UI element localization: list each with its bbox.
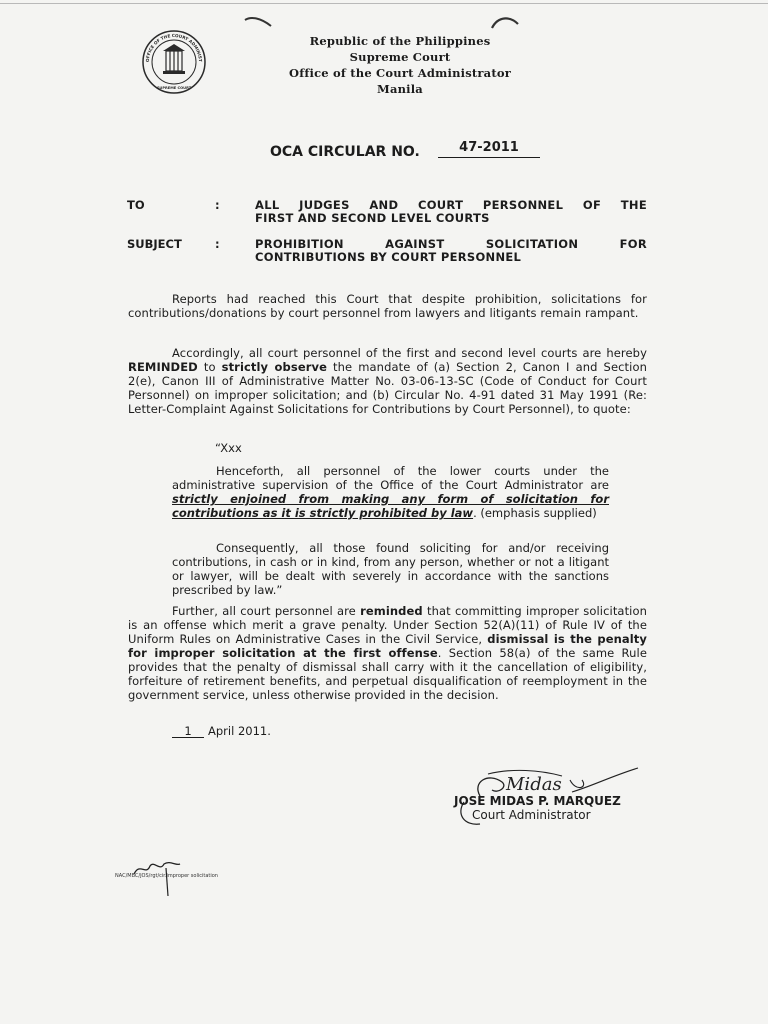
subject-colon: : (215, 237, 220, 251)
reference-initials: NAC/MBC/JOS/rgt/cir.improper solicitation (115, 873, 218, 879)
date-line (172, 724, 271, 738)
initials-mark (128, 858, 188, 900)
letterhead-line-court: Supreme Court (349, 50, 451, 64)
to-value (255, 199, 647, 225)
svg-text:SUPREME COURT: SUPREME COURT (156, 86, 192, 90)
date-month-year: April 2011. (208, 724, 271, 738)
subject-label: SUBJECT (127, 237, 182, 251)
letterhead (218, 33, 582, 97)
letterhead-line-republic: Republic of the Philippines (309, 34, 491, 48)
subject-value-line-2: CONTRIBUTIONS BY COURT PERSONNEL (255, 250, 522, 264)
circular-label: OCA CIRCULAR NO. (270, 144, 420, 160)
letterhead-line-office: Office of the Court Administrator (289, 66, 511, 80)
top-border-line (0, 3, 768, 4)
signatory-name: JOSE MIDAS P. MARQUEZ (454, 794, 621, 808)
to-value-line-2: FIRST AND SECOND LEVEL COURTS (255, 211, 490, 225)
quote-opening: “Xxx (215, 441, 242, 455)
signatory-title: Court Administrator (472, 808, 591, 822)
quote-paragraph-consequently: Consequently, all those found soliciting for and/or receiving contributions, in cash or in kind, from any person, whether or not a litigant or lawyer, will be dealt with severely in accordance with the sanctions prescribed by law.” (172, 541, 609, 597)
to-value-line-1: ALL JUDGES AND COURT PERSONNEL OF THE (255, 198, 647, 212)
handwritten-mark (243, 14, 273, 28)
to-label: TO (127, 198, 145, 212)
paragraph-further: Further, all court personnel are reminded that committing improper solicitation is an offense which merit a grave penalty. Under Section 52(A)(11) of Rule IV of the Uniform Rules on Administrative Cases in the Civil Service, dismissal is the penalty for improper solicitation at the first offense. Section 58(a) of the same Rule provides that the penalty of dismissal shall carry with it the cancellation of eligibility, forfeiture of retirement benefits, and perpetual disqualification of reemployment in the government service, unless otherwise provided in the decision. (128, 604, 647, 702)
circular-number: 47-2011 (438, 140, 540, 158)
svg-text:OFFICE OF THE COURT ADMINISTRA: OFFICE OF THE COURT ADMINIST (144, 32, 204, 63)
quote-paragraph-henceforth: Henceforth, all personnel of the lower courts under the administrative supervision of the Office of the Court Administrator are strictly enjoined from making any form of solicitation for contributions as it is strictly prohibited by law. (emphasis supplied) (172, 464, 609, 520)
letterhead-line-city: Manila (377, 82, 423, 96)
to-colon: : (215, 198, 220, 212)
subject-value-line-1: PROHIBITION AGAINST SOLICITATION FOR (255, 237, 647, 251)
emphasized-prohibition: strictly enjoined from making any form of solicitation for contributions as it is strictly prohibited by law (172, 492, 609, 520)
paragraph-reports: Reports had reached this Court that despite prohibition, solicitations for contributions/donations by court personnel from lawyers and litigants remain rampant. (128, 292, 647, 320)
date-day: 1 (172, 725, 204, 738)
oca-seal-icon (141, 29, 207, 95)
subject-value (255, 238, 647, 264)
svg-text:Midas: Midas (506, 774, 562, 795)
paragraph-accordingly: Accordingly, all court personnel of the first and second level courts are hereby REMINDED to strictly observe the mandate of (a) Section 2, Canon I and Section 2(e), Canon III of Administrative Matter No. 03-06-13-SC (Code of Conduct for Court Personnel) on improper solicitation; and (b) Circular No. 4-91 dated 31 May 1991 (Re: Letter-Complaint Against Solicitations for Contributions by Court Personnel), to quote: (128, 346, 647, 416)
handwritten-mark (490, 14, 520, 32)
